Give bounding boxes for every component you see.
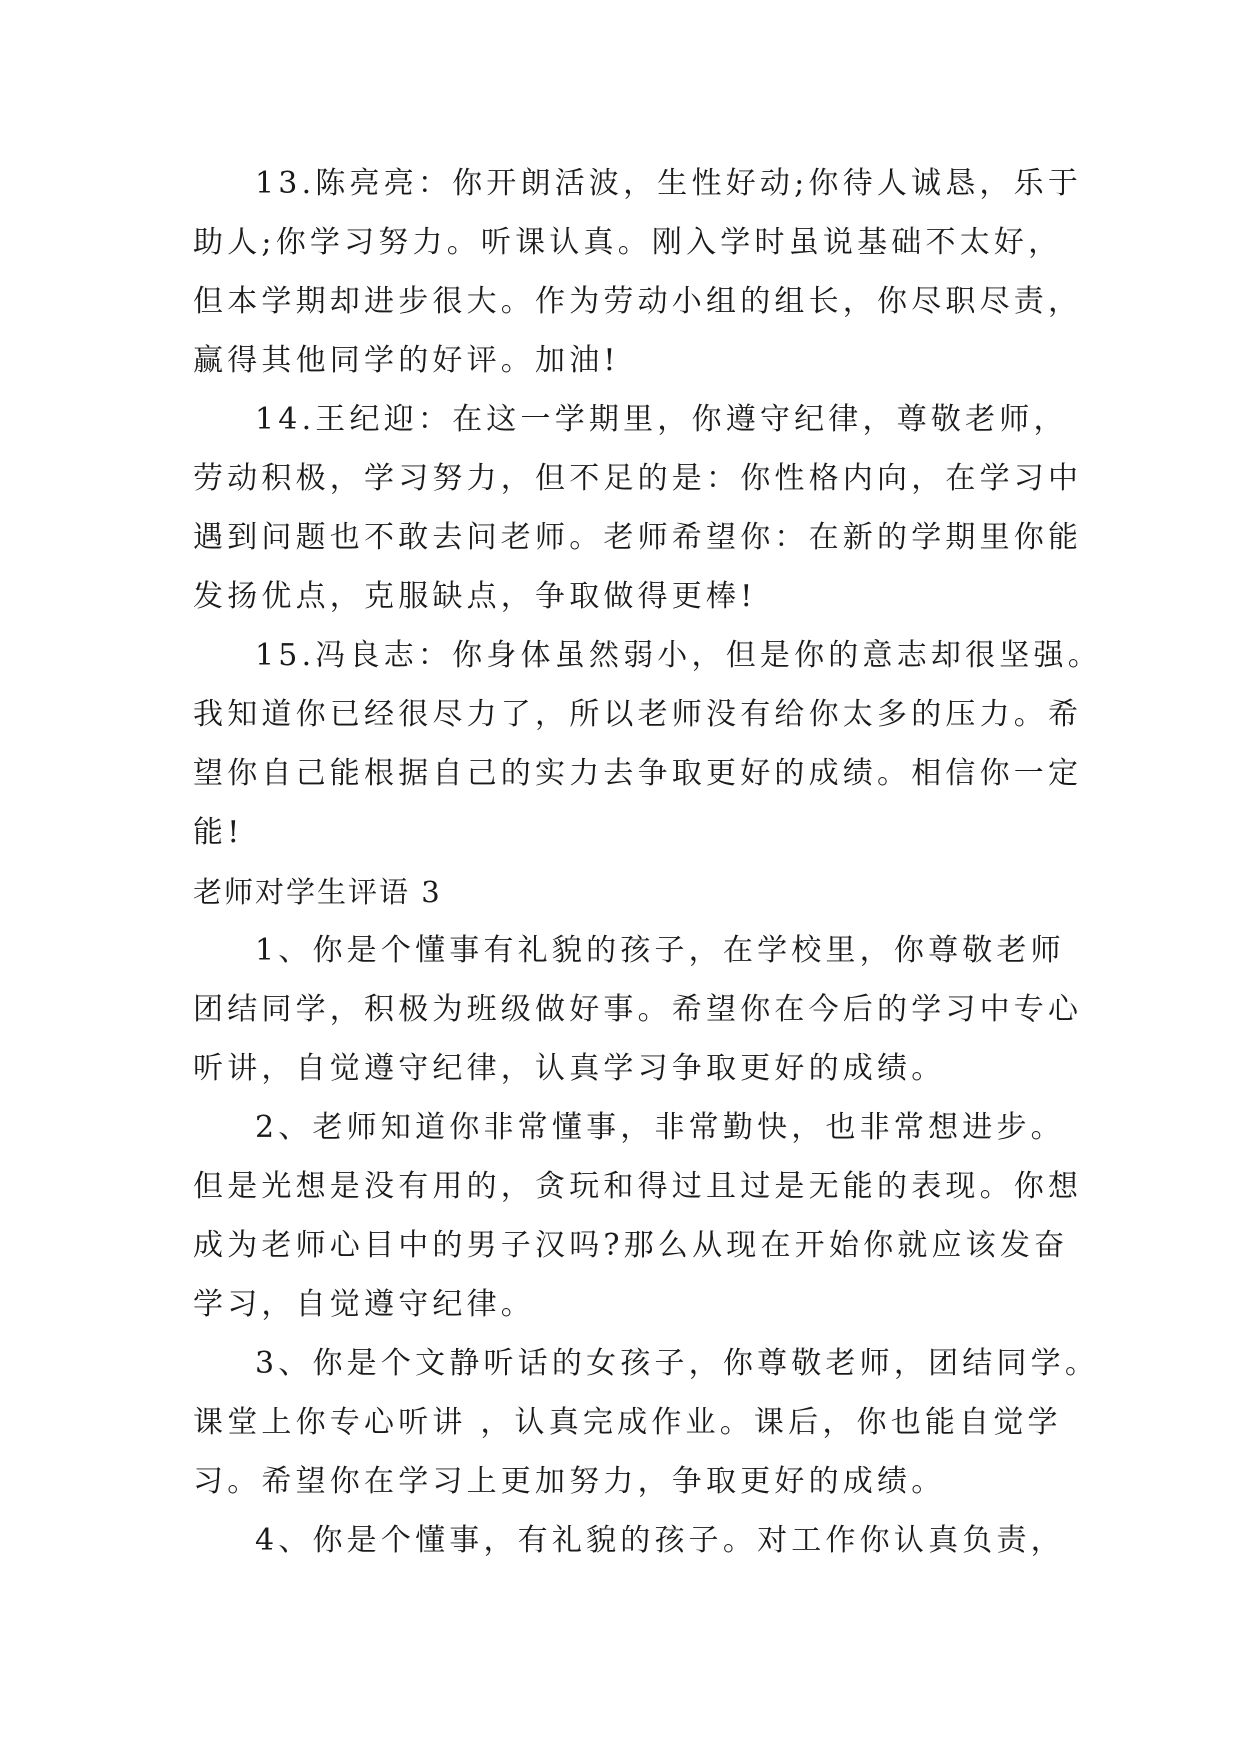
comment-15-line-4: 能! [193,815,244,850]
comment-14-line-4: 发扬优点，克服缺点，争取做得更棒! [193,579,757,614]
item-4-line-1: 4、你是个懂事，有礼貌的孩子。对工作你认真负责， [255,1523,1065,1558]
comment-13-line-2: 助人;你学习努力。听课认真。刚入学时虽说基础不太好， [193,225,1063,260]
item-3-line-3: 习。希望你在学习上更加努力，争取更好的成绩。 [193,1464,946,1499]
item-1-line-2: 团结同学，积极为班级做好事。希望你在今后的学习中专心 [193,992,1083,1027]
comment-14-line-2: 劳动积极，学习努力，但不足的是：你性格内向，在学习中 [193,461,1083,496]
comment-13-line-4: 赢得其他同学的好评。加油! [193,343,620,378]
item-2-line-1: 2、老师知道你非常懂事，非常勤快，也非常想进步。 [255,1110,1065,1145]
comment-15-line-1: 15.冯良志：你身体虽然弱小，但是你的意志却很坚强。 [255,638,1102,673]
item-3-line-2: 课堂上你专心听讲 ，认真完成作业。课后，你也能自觉学 [193,1405,1062,1440]
item-1-line-1: 1、你是个懂事有礼貌的孩子，在学校里，你尊敬老师 [255,933,1065,968]
item-2-line-3: 成为老师心目中的男子汉吗?那么从现在开始你就应该发奋 [193,1228,1069,1263]
item-1-line-3: 听讲，自觉遵守纪律，认真学习争取更好的成绩。 [193,1051,946,1086]
item-3-line-1: 3、你是个文静听话的女孩子，你尊敬老师，团结同学。 [255,1346,1100,1381]
item-2-line-2: 但是光想是没有用的，贪玩和得过且过是无能的表现。你想 [193,1169,1083,1204]
comment-14-line-3: 遇到问题也不敢去问老师。老师希望你：在新的学期里你能 [193,520,1083,555]
section-heading: 老师对学生评语 3 [193,875,442,909]
comment-14-line-1: 14.王纪迎：在这一学期里，你遵守纪律，尊敬老师， [255,402,1068,437]
comment-13-line-3: 但本学期却进步很大。作为劳动小组的组长，你尽职尽责， [193,284,1083,319]
comment-15-line-2: 我知道你已经很尽力了，所以老师没有给你太多的压力。希 [193,697,1083,732]
item-2-line-4: 学习，自觉遵守纪律。 [193,1287,535,1322]
comment-13-line-1: 13.陈亮亮：你开朗活波，生性好动;你待人诚恳，乐于 [255,166,1083,201]
comment-15-line-3: 望你自己能根据自己的实力去争取更好的成绩。相信你一定 [193,756,1083,791]
